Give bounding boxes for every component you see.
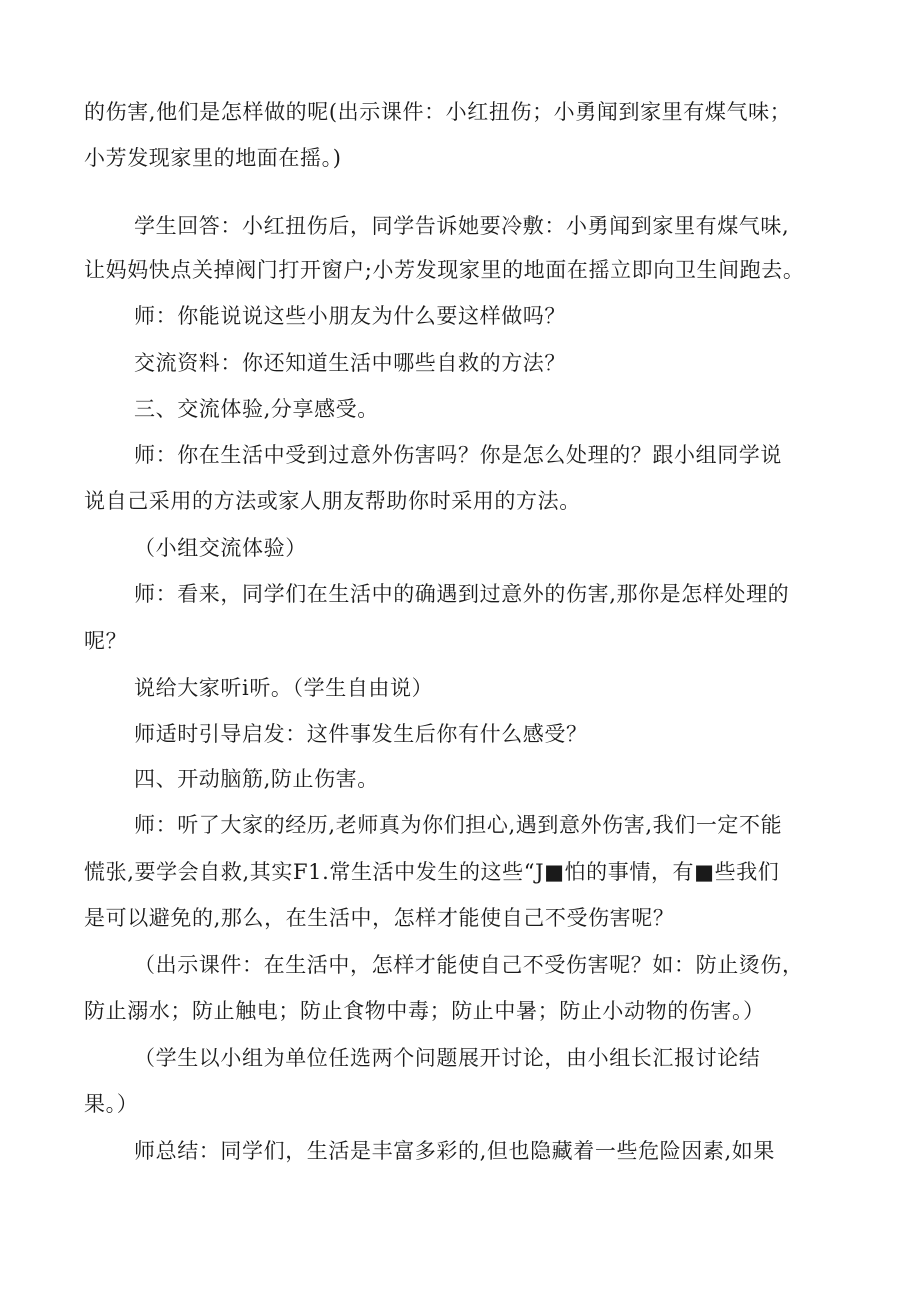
text-line: 交流资料：你还知道生活中哪些自救的方法？ xyxy=(134,351,566,375)
text-line: 师总结：同学们，生活是丰富多彩的,但也隐藏着一些危险因素,如果 xyxy=(134,1139,775,1163)
text-line: 师适时引导启发：这件事发生后你有什么感受？ xyxy=(134,722,588,746)
text-line: 是可以避免的,那么，在生活中，怎样才能使自己不受伤害呢？ xyxy=(84,906,675,930)
section-heading: 四、开动脑筋,防止伤害。 xyxy=(134,767,379,791)
text-line: 说自己采用的方法或家人朋友帮助你时采用的方法。 xyxy=(84,489,581,513)
text-line: 师：看来，同学们在生活中的确遇到过意外的伤害,那你是怎样处理的 xyxy=(134,582,790,606)
text-line: （出示课件：在生活中，怎样才能使自己不受伤害呢？如：防止烫伤， xyxy=(134,953,804,977)
text-line: （学生以小组为单位任选两个问题展开讨论，由小组长汇报讨论结 xyxy=(134,1046,761,1070)
text-line: 小芳发现家里的地面在摇。) xyxy=(84,146,342,170)
text-line: 呢？ xyxy=(84,629,128,653)
text-line: 师：你能说说这些小朋友为什么要这样做吗？ xyxy=(134,304,566,328)
text-line: 师：你在生活中受到过意外伤害吗？你是怎么处理的？跟小组同学说 xyxy=(134,443,782,467)
text-line: 说给大家听i听。（学生自由说） xyxy=(134,676,434,700)
text-line: 学生回答：小红扭伤后，同学告诉她要冷敷：小勇闻到家里有煤气味, xyxy=(134,214,790,238)
text-line: （小组交流体验） xyxy=(134,536,307,560)
text-line: 果。） xyxy=(84,1092,139,1116)
text-line: 的伤害,他们是怎样做的呢(出示课件：小红扭伤；小勇闻到家里有煤气味； xyxy=(84,100,792,124)
text-line: 师：听了大家的经历,老师真为你们担心,遇到意外伤害,我们一定不能 xyxy=(134,813,783,837)
text-line: 让妈妈快点关掉阀门打开窗户;小芳发现家里的地面在摇立即向卫生间跑去。 xyxy=(84,258,805,282)
text-line: 防止溺水；防止触电；防止食物中毒；防止中暑；防止小动物的伤害。） xyxy=(84,999,765,1023)
text-line: 慌张,要学会自救,其实F1.常生活中发生的这些“J■怕的事情，有■些我们 xyxy=(84,860,780,884)
section-heading: 三、交流体验,分享感受。 xyxy=(134,397,379,421)
